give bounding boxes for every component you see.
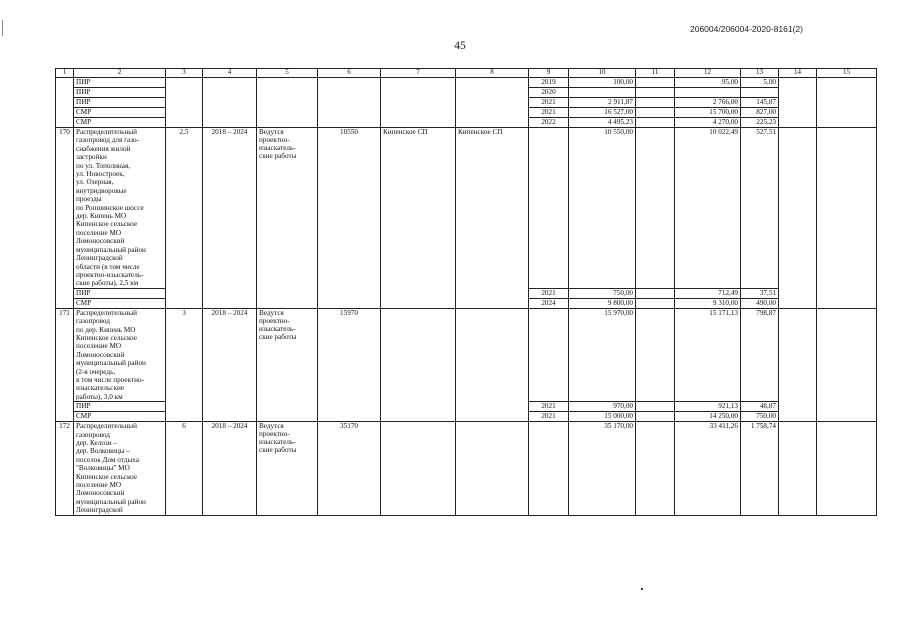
column-15 [817, 128, 877, 309]
column-number-8: 8 [456, 69, 529, 78]
value-total: 35 170,00 [569, 422, 636, 515]
page-edge-mark [2, 20, 3, 36]
work-type: СМР [74, 118, 166, 128]
value-total: 4 495,23 [569, 118, 636, 128]
value-regional [675, 88, 741, 98]
work-type: СМР [74, 298, 166, 308]
value-local: 750,00 [741, 412, 779, 422]
column-number-5: 5 [257, 69, 318, 78]
stray-dot [641, 588, 643, 590]
row-number [56, 78, 74, 128]
status: Ведутся проектно- изыскатель- ские работы [257, 128, 318, 309]
work-type: ПИР [74, 88, 166, 98]
year: 2019 [529, 78, 569, 88]
period: 2018 – 2024 [203, 308, 257, 421]
value-total: 16 527,00 [569, 108, 636, 118]
column-8 [456, 422, 529, 515]
table-row [56, 422, 877, 515]
table-row [56, 308, 877, 401]
year: 2024 [529, 298, 569, 308]
object-name: Распределительный газопровод по дер. Кипень МО Кипенское сельское поселение МО Ломоносовский муниципальный район (2-я очередь, в том числе проектно- изыскательские работы), 3,0 км [74, 308, 166, 401]
value-local: 37,51 [741, 288, 779, 298]
value-regional: 15 171,13 [675, 308, 741, 401]
year: 2022 [529, 118, 569, 128]
year [529, 128, 569, 289]
year: 2021 [529, 98, 569, 108]
value-regional: 15 700,00 [675, 108, 741, 118]
work-type: СМР [74, 108, 166, 118]
year: 2020 [529, 88, 569, 98]
column-15 [817, 308, 877, 421]
work-type: ПИР [74, 402, 166, 412]
column-8 [456, 308, 529, 421]
column-number-3: 3 [166, 69, 203, 78]
value-local: 1 758,74 [741, 422, 779, 515]
table-row [56, 78, 877, 88]
value-regional: 4 270,00 [675, 118, 741, 128]
column-number-12: 12 [675, 69, 741, 78]
column-11 [636, 78, 675, 88]
column-11 [636, 128, 675, 289]
year [529, 308, 569, 401]
value-local: 225,23 [741, 118, 779, 128]
column-number-15: 15 [817, 69, 877, 78]
column-11 [636, 402, 675, 412]
column-11 [636, 288, 675, 298]
column-number-1: 1 [56, 69, 74, 78]
value-regional: 10 022,49 [675, 128, 741, 289]
column-11 [636, 98, 675, 108]
column-number-13: 13 [741, 69, 779, 78]
value-local: 798,87 [741, 308, 779, 401]
page-number: 45 [454, 40, 466, 52]
object-name: Распределительный газопровод для газо- снабжения жилой застройки по ул. Тополиная, ул. Новостроек, ул. Озерная, внутридворовые проезды по Ропшинское шоссе дер. Кипень МО Кипенское сельское поселение МО Ломоносовский муниципальный район Ленинградской области (в том числе проектно-изыскатель- ские работы), 2,5 км [74, 128, 166, 289]
length-km: 2,5 [166, 128, 203, 309]
column-15 [817, 78, 877, 128]
value-local: 5,00 [741, 78, 779, 88]
column-8 [456, 78, 529, 128]
value-total [569, 88, 636, 98]
value-total: 100,00 [569, 78, 636, 88]
year: 2021 [529, 412, 569, 422]
object-name: Распределительный газопровод дер. Келози – дер. Волковицы – поселок Дом отдыха "Волковицы" МО Кипенское сельское поселение МО Ломоносовский муниципальный район Ленинградской [74, 422, 166, 515]
value-total: 750,00 [569, 288, 636, 298]
table-body [56, 69, 877, 516]
column-number-4: 4 [203, 69, 257, 78]
value-regional: 14 250,00 [675, 412, 741, 422]
value-local: 48,87 [741, 402, 779, 412]
column-11 [636, 422, 675, 515]
value-regional: 33 411,26 [675, 422, 741, 515]
column-6 [318, 78, 381, 128]
period: 2018 – 2024 [203, 422, 257, 515]
value-local: 490,00 [741, 298, 779, 308]
row-number: 172 [56, 422, 74, 515]
column-14 [779, 422, 817, 515]
value-regional: 712,49 [675, 288, 741, 298]
value-total: 15 000,00 [569, 412, 636, 422]
column-14 [779, 308, 817, 421]
data-table [55, 68, 877, 516]
length-km: 6 [166, 422, 203, 515]
status: Ведутся проектно- изыскатель- ские работы [257, 422, 318, 515]
table-row [56, 128, 877, 289]
value-local: 145,87 [741, 98, 779, 108]
year: 2021 [529, 108, 569, 118]
value-regional: 921,13 [675, 402, 741, 412]
year: 2021 [529, 402, 569, 412]
column-4 [203, 78, 257, 128]
length-km: 3 [166, 308, 203, 421]
year [529, 422, 569, 515]
column-6: 15970 [318, 308, 381, 421]
column-14 [779, 128, 817, 309]
value-regional: 2 766,00 [675, 98, 741, 108]
work-type: СМР [74, 412, 166, 422]
column-6: 35170 [318, 422, 381, 515]
value-total: 10 550,00 [569, 128, 636, 289]
value-local [741, 88, 779, 98]
value-total: 970,00 [569, 402, 636, 412]
value-total: 2 911,87 [569, 98, 636, 108]
column-11 [636, 298, 675, 308]
row-number: 170 [56, 128, 74, 309]
column-number-14: 14 [779, 69, 817, 78]
status: Ведутся проектно- изыскатель- ские работы [257, 308, 318, 421]
column-15 [817, 422, 877, 515]
value-local: 827,00 [741, 108, 779, 118]
work-type: ПИР [74, 288, 166, 298]
column-8: Кипенское СП [456, 128, 529, 309]
column-6: 10550 [318, 128, 381, 309]
value-regional: 95,00 [675, 78, 741, 88]
column-number-10: 10 [569, 69, 636, 78]
document-id: 206004/206004-2020-8161(2) [690, 24, 803, 34]
column-number-11: 11 [636, 69, 675, 78]
column-7 [381, 308, 456, 421]
column-11 [636, 412, 675, 422]
value-total: 9 800,00 [569, 298, 636, 308]
work-type: ПИР [74, 78, 166, 88]
work-type: ПИР [74, 98, 166, 108]
column-11 [636, 308, 675, 401]
column-11 [636, 118, 675, 128]
column-7: Кипенское СП [381, 128, 456, 309]
year: 2021 [529, 288, 569, 298]
column-11 [636, 108, 675, 118]
column-number-7: 7 [381, 69, 456, 78]
column-14 [779, 78, 817, 128]
column-3 [166, 78, 203, 128]
column-7 [381, 78, 456, 128]
column-number-2: 2 [74, 69, 166, 78]
value-regional: 9 310,00 [675, 298, 741, 308]
row-number: 171 [56, 308, 74, 421]
column-5 [257, 78, 318, 128]
column-11 [636, 88, 675, 98]
column-7 [381, 422, 456, 515]
column-number-row [56, 69, 877, 78]
value-total: 15 970,00 [569, 308, 636, 401]
period: 2018 – 2024 [203, 128, 257, 309]
value-local: 527,51 [741, 128, 779, 289]
column-number-6: 6 [318, 69, 381, 78]
column-number-9: 9 [529, 69, 569, 78]
